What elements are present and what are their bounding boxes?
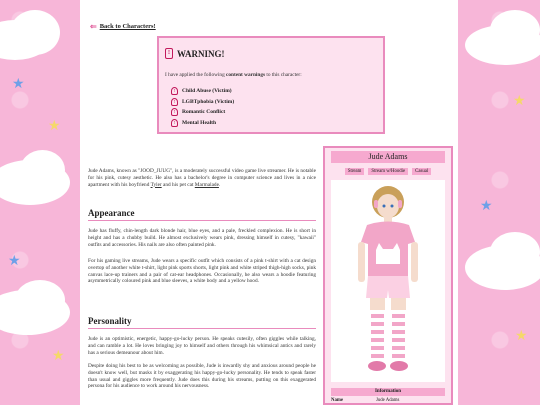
warning-intro-post: to this character: [265, 72, 302, 78]
intro-text-end: . [218, 181, 221, 188]
warning-item [171, 107, 234, 118]
cloud-decoration [490, 10, 540, 50]
information-heading: Information [331, 388, 445, 396]
info-value: Jude Adams [376, 398, 400, 403]
appearance-heading: Appearance [88, 208, 316, 221]
character-sidebar [323, 146, 453, 405]
personality-paragraph-1: Jude is an optimistic, energetic, happy-go-lucky person. He speaks cutesily, often giggles while talking, and can ramble a lot. He loves bringing joy to himself and others through his whimsical antics and rarely has a serious demeanour about him. [88, 336, 316, 356]
marmalade-link[interactable]: Marmalade [194, 181, 219, 188]
cloud-decoration [20, 150, 65, 190]
outfit-tabs [331, 168, 445, 175]
warning-title-text: WARNING! [177, 48, 225, 59]
warning-item [171, 97, 234, 108]
star-icon: ★ [12, 77, 25, 92]
star-icon: ★ [52, 349, 65, 364]
tyler-link[interactable]: Tyler [150, 181, 162, 188]
back-link[interactable] [90, 22, 156, 31]
tab-casual[interactable]: Casual [412, 168, 431, 175]
back-link-label: Back to Characters! [99, 23, 156, 30]
intro-text: Jude Adams, known as "JOOD_JUUG", is a moderately successful video game live streamer. He is notable for his pink, cutesy aesthetic. He also has a bachelor's degree in computer science and lives in a nice apartment with his boyfriend [88, 168, 316, 188]
tab-stream-hoodie[interactable]: Stream w/Hoodie [368, 168, 408, 175]
intro-paragraph [88, 168, 316, 188]
alert-icon: ! [171, 87, 178, 95]
cloud-decoration [490, 232, 540, 272]
warning-item-label: Mental Health [182, 119, 217, 126]
warning-box [157, 36, 385, 134]
warning-item-label: LGBTphobia (Victim) [182, 98, 235, 105]
star-icon: ★ [515, 329, 528, 344]
alert-icon: ! [171, 98, 178, 106]
warning-item [171, 86, 234, 97]
info-label: Name [331, 398, 343, 403]
content-page [80, 0, 458, 405]
cloud-decoration [10, 10, 60, 55]
intro-text-mid: and his pet cat [161, 181, 195, 188]
personality-paragraph-2: Despite doing his best to be as welcoming as possible, Jude is inwardly shy and anxious around people he doesn't know well, but masks it by exaggerating his happy-go-lucky personality. He tends to speak faster than usual and giggles more frequently. Jude does this during his streams, putting on this exaggerated persona for his audience to work around his nervousness. [88, 363, 316, 390]
warning-item [171, 118, 234, 129]
alert-icon: ! [171, 108, 178, 116]
cloud-decoration [15, 280, 65, 320]
alert-icon: ! [171, 119, 178, 127]
appearance-paragraph-2: For his gaming live streams, Jude wears a specific outfit which consists of a pink t-shirt with a cat design overtop of another white t-shirt, light pink sports shorts, light pink and white striped thigh-high socks, pink canvas lace-up trainers and a pair of cat-ear headphones. Occasionally, he also wears a hoodie featuring asymmetrically coloured pink and blue sleeves, a white body and a yellow hood. [88, 258, 316, 285]
warning-intro [165, 72, 379, 78]
back-arrow-icon: ⇐ [90, 22, 97, 31]
warning-list [171, 86, 234, 128]
warning-intro-bold: content warnings [226, 72, 266, 78]
appearance-paragraph-1: Jude has fluffy, chin-length dark blonde hair, blue eyes, and a pale, freckled complexion. He is short in height and has a chubby build. He almost exclusively wears pink, dressing himself in cutesy, "kawaii" outfits and accessories. His nails are also often painted pink. [88, 228, 316, 248]
character-portrait [331, 180, 445, 382]
warning-intro-pre: I have applied the following [165, 72, 227, 78]
star-icon: ★ [513, 94, 526, 109]
character-name: Jude Adams [331, 151, 445, 163]
star-icon: ★ [480, 199, 493, 214]
star-icon: ★ [48, 119, 61, 134]
warning-item-label: Romantic Conflict [182, 109, 226, 116]
warning-item-label: Child Abuse (Victim) [182, 88, 232, 95]
exclamation-icon: ! [165, 48, 173, 59]
warning-title [165, 48, 225, 59]
star-icon: ★ [8, 254, 21, 269]
character-illustration [331, 180, 445, 382]
personality-heading: Personality [88, 316, 316, 329]
tab-stream[interactable]: Stream [345, 168, 365, 175]
info-row-name [331, 398, 445, 403]
